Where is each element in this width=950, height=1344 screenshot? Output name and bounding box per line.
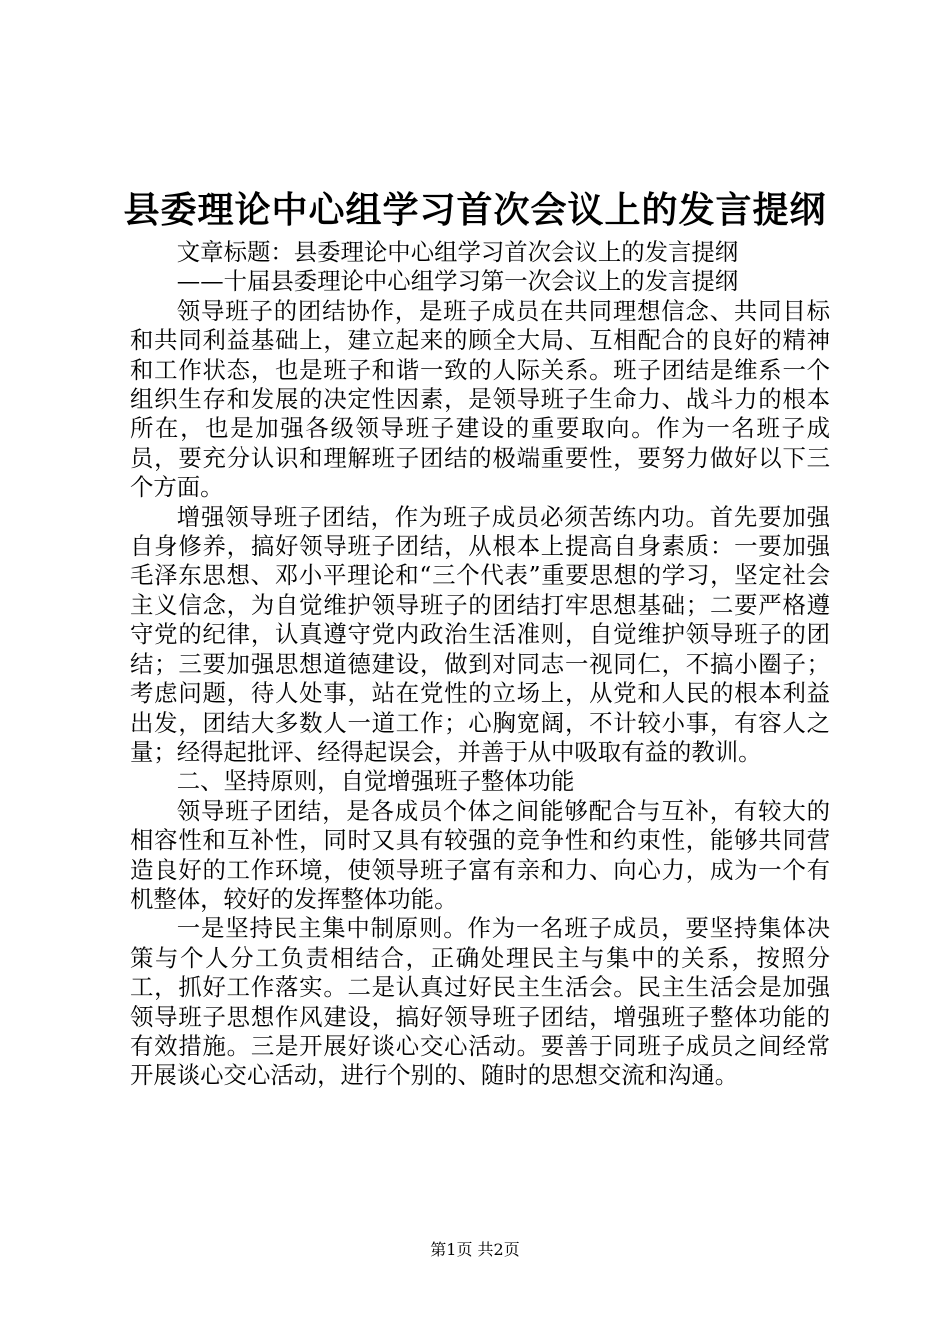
document-body (130, 238, 830, 1091)
article-title-line: 文章标题：县委理论中心组学习首次会议上的发言提纲 (176, 238, 739, 266)
document-title: 县委理论中心组学习首次会议上的发言提纲 (123, 189, 827, 231)
paragraph-self-cultivation: 增强领导班子团结，作为班子成员必须苦练内功。首先要加强自身修养，搞好领导班子团结，从根本上提高自身素质：一要加强毛泽东思想、邓小平理论和“三个代表”重要思想的学习，坚定社会主义信念，为自觉维护领导班子的团结打牢思想基础；二要严格遵守党的纪律，认真遵守党内政治生活准则，自觉维护领导班子的团结；三要加强思想道德建设，做到对同志一视同仁，不搞小圈子；考虑问题，待人处事，站在党性的立场上，从党和人民的根本利益出发，团结大多数人一道工作；心胸宽阔，不计较小事，有容人之量；经得起批评、经得起误会，并善于从中吸取有益的教训。 (130, 502, 830, 766)
paragraph-team-unity: 领导班子团结，是各成员个体之间能够配合与互补，有较大的相容性和互补性，同时又具有较强的竞争性和约束性，能够共同营造良好的工作环境，使领导班子富有亲和力、向心力，成为一个有机整体，较好的发挥整体功能。 (130, 796, 830, 913)
section-heading-2: 二、坚持原则，自觉增强班子整体功能 (176, 767, 575, 796)
page-number-footer: 第1页 共2页 (430, 1240, 520, 1259)
paragraph-measures: 一是坚持民主集中制原则。作为一名班子成员，要坚持集体决策与个人分工负责相结合，正确处理民主与集中的关系，按照分工，抓好工作落实。二是认真过好民主生活会。民主生活会是加强领导班子思想作风建设，搞好领导班子团结，增强班子整体功能的有效措施。三是开展好谈心交心活动。要善于同班子成员之间经常开展谈心交心活动，进行个别的、随时的思想交流和沟通。 (130, 914, 830, 1090)
subtitle-line: ——十届县委理论中心组学习第一次会议上的发言提纲 (176, 267, 739, 296)
paragraph-intro: 领导班子的团结协作，是班子成员在共同理想信念、共同目标和共同利益基础上，建立起来的顾全大局、互相配合的良好的精神和工作状态，也是班子和谐一致的人际关系。班子团结是维系一个组织生存和发展的决定性因素，是领导班子生命力、战斗力的根本所在，也是加强各级领导班子建设的重要取向。作为一名班子成员，要充分认识和理解班子团结的极端重要性，要努力做好以下三个方面。 (130, 296, 830, 502)
